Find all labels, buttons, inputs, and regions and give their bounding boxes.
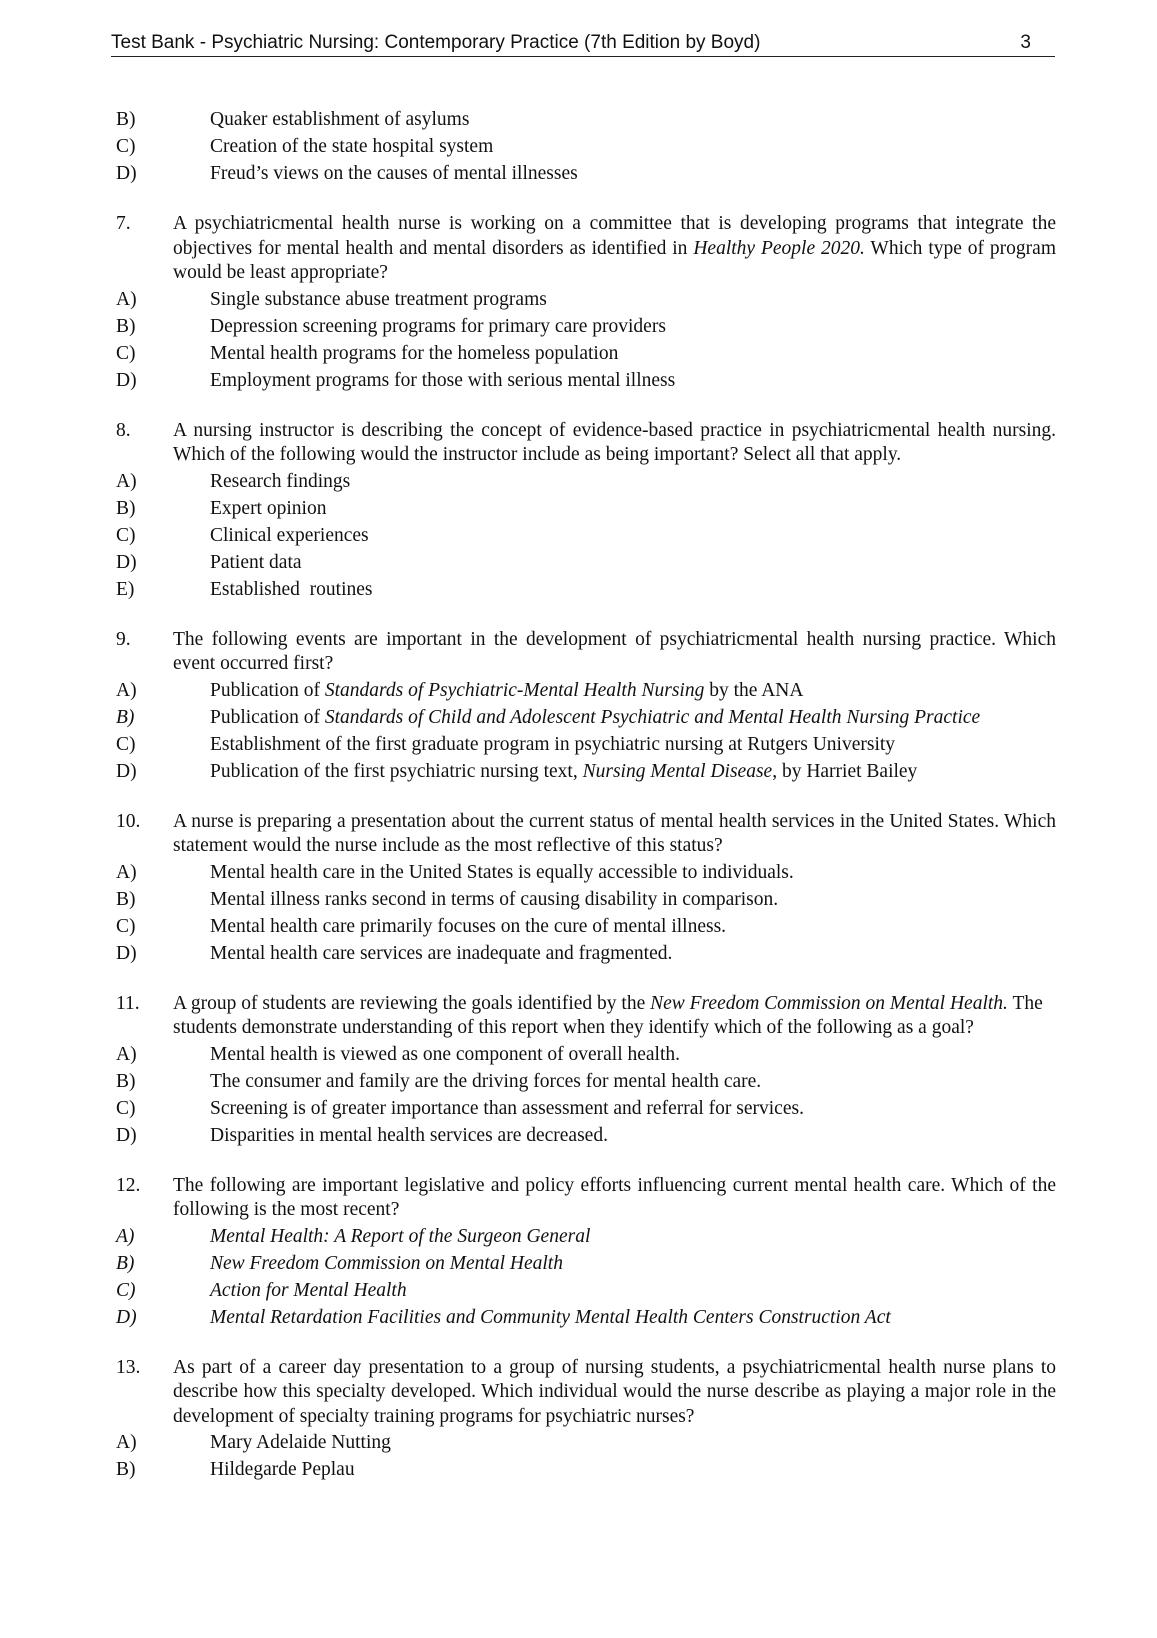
option-letter: C) — [116, 1279, 136, 1301]
option-row — [116, 286, 1056, 313]
question-stem-row — [116, 1356, 1056, 1430]
option-row — [116, 367, 1056, 394]
option-text: Mental Health: A Report of the Surgeon General — [210, 1225, 591, 1247]
option-row — [116, 677, 1056, 704]
question-11 — [116, 992, 1056, 1149]
option-text: Research findings — [210, 470, 351, 492]
option-row — [116, 133, 1056, 160]
option-text: Patient data — [210, 551, 302, 573]
option-text: Established routines — [210, 578, 373, 600]
option-text: Single substance abuse treatment programs — [210, 288, 547, 310]
option-letter: A) — [116, 679, 137, 701]
option-row — [116, 106, 1056, 133]
option-text: Creation of the state hospital system — [210, 136, 494, 157]
stem-italic-text: Healthy People 2020. — [693, 237, 865, 259]
option-text: Clinical experiences — [210, 524, 369, 546]
option-letter: D) — [116, 551, 137, 573]
option-letter: D) — [116, 1306, 137, 1328]
page-header — [111, 30, 1055, 57]
option-letter: A) — [116, 1043, 137, 1065]
option-letter: A) — [116, 288, 137, 310]
option-text: Employment programs for those with serious mental illness — [210, 369, 676, 391]
option-text: Mental illness ranks second in terms of causing disability in comparison. — [210, 888, 779, 910]
option-text-part: , by Harriet Bailey — [772, 760, 918, 782]
option-text: The consumer and family are the driving forces for mental health care. — [210, 1070, 762, 1092]
option-row — [116, 1429, 1056, 1456]
option-text — [210, 704, 1056, 731]
option-letter: D) — [116, 369, 137, 391]
option-row — [116, 758, 1056, 785]
option-text: Depression screening programs for primary care providers — [210, 315, 666, 337]
option-row — [116, 886, 1056, 913]
option-text — [210, 677, 1056, 704]
question-stem: As part of a career day presentation to a group of nursing students, a psychiatricmental health nurse plans to describe how this specialty developed. Which individual would the nurse describe as playing a major role in the development of specialty training programs for psychiatric nurses? — [173, 1356, 1056, 1427]
option-text: Expert opinion — [210, 497, 327, 519]
question-number: 11. — [116, 992, 140, 1014]
question-7 — [116, 212, 1056, 394]
option-row — [116, 913, 1056, 940]
option-letter: B) — [116, 109, 136, 130]
option-text: New Freedom Commission on Mental Health — [210, 1252, 563, 1274]
stem-text: A psychiatricmental health nurse is working on a committee that is developing programs that integrate the objectives for mental health and mental disorders as identified in — [173, 213, 1056, 259]
option-row — [116, 576, 1056, 603]
option-row — [116, 468, 1056, 495]
option-text-part: by the ANA — [704, 679, 804, 701]
option-letter: B) — [116, 497, 136, 519]
question-stem-row — [116, 992, 1056, 1041]
option-letter: C) — [116, 915, 136, 937]
option-row — [116, 1122, 1056, 1149]
option-letter: B) — [116, 706, 135, 728]
option-row — [116, 859, 1056, 886]
option-letter: D) — [116, 1124, 137, 1146]
option-text: Mental health is viewed as one component of overall health. — [210, 1043, 681, 1065]
option-row — [116, 160, 1056, 187]
option-text: Quaker establishment of asylums — [210, 109, 470, 130]
question-number: 8. — [116, 419, 131, 441]
option-text: Screening is of greater importance than assessment and referral for services. — [210, 1097, 804, 1119]
option-text-part: Publication of — [210, 679, 325, 701]
document-title: Test Bank - Psychiatric Nursing: Contemporary Practice (7th Edition by Boyd) — [111, 32, 761, 53]
option-text-part: Publication of the first psychiatric nursing text, — [210, 760, 583, 782]
option-letter: B) — [116, 315, 136, 337]
option-text: Mental health programs for the homeless population — [210, 342, 619, 364]
option-text: Hildegarde Peplau — [210, 1459, 355, 1480]
option-row — [116, 340, 1056, 367]
option-text: Mental health care services are inadequate and fragmented. — [210, 942, 673, 964]
option-text: Disparities in mental health services are decreased. — [210, 1124, 608, 1146]
question-stem-row — [116, 810, 1056, 859]
option-row — [116, 1304, 1056, 1331]
question-stem-row — [116, 212, 1056, 286]
option-letter: C) — [116, 136, 136, 157]
question-12 — [116, 1174, 1056, 1331]
question-stem-row — [116, 1174, 1056, 1223]
option-letter: B) — [116, 1070, 136, 1092]
document-body — [116, 106, 1056, 1508]
option-text: Mary Adelaide Nutting — [210, 1432, 391, 1453]
option-text — [210, 758, 1056, 785]
question-number: 7. — [116, 213, 131, 234]
question-9 — [116, 628, 1056, 785]
stem-text: Which type of program would be least appropriate? — [173, 237, 1056, 283]
option-letter: D) — [116, 163, 137, 184]
option-row — [116, 313, 1056, 340]
question-stem-row — [116, 419, 1056, 468]
option-text: Freud’s views on the causes of mental illnesses — [210, 163, 578, 184]
question-number: 12. — [116, 1174, 141, 1196]
option-text: Mental health care in the United States is equally accessible to individuals. — [210, 861, 794, 883]
page-number: 3 — [1020, 32, 1031, 53]
option-row — [116, 1095, 1056, 1122]
option-row — [116, 1250, 1056, 1277]
option-row — [116, 731, 1056, 758]
stem-italic-text: New Freedom Commission on Mental Health. — [650, 992, 1008, 1014]
option-text — [210, 731, 1056, 758]
option-letter: E) — [116, 578, 135, 600]
option-row — [116, 1456, 1056, 1483]
option-letter: C) — [116, 1097, 136, 1119]
question-number: 10. — [116, 810, 141, 832]
question-stem: The following are important legislative and policy efforts influencing current mental health care. Which of the following is the most recent? — [173, 1174, 1056, 1220]
question-stem: A nursing instructor is describing the concept of evidence-based practice in psychiatricmental health nursing. Which of the following would the instructor include as being important? Select all that apply. — [173, 419, 1056, 465]
option-italic-title: Standards of Child and Adolescent Psychiatric and Mental Health Nursing Practice — [324, 706, 981, 728]
question-stem — [173, 212, 1056, 286]
option-text: Mental Retardation Facilities and Community Mental Health Centers Construction Act — [210, 1306, 891, 1328]
question-number: 9. — [116, 628, 131, 650]
question-8 — [116, 419, 1056, 603]
question-10 — [116, 810, 1056, 967]
question-stem: A nurse is preparing a presentation about the current status of mental health services in the United States. Which statement would the nurse include as the most reflective of this status? — [173, 810, 1056, 856]
option-letter: C) — [116, 733, 136, 755]
question-stem: The following events are important in the development of psychiatricmental health nursing practice. Which event occurred first? — [173, 628, 1056, 674]
option-row — [116, 1041, 1056, 1068]
option-letter: D) — [116, 942, 137, 964]
option-text-part: Establishment of the first graduate program in psychiatric nursing at Rutgers University — [210, 733, 896, 755]
option-row — [116, 704, 1056, 731]
option-row — [116, 1068, 1056, 1095]
question-6-continued — [116, 106, 1056, 187]
option-row — [116, 1223, 1056, 1250]
option-letter: B) — [116, 1459, 136, 1480]
option-letter: B) — [116, 1252, 135, 1274]
option-letter: B) — [116, 888, 136, 910]
stem-text: A group of students are reviewing the goals identified by the — [173, 992, 651, 1014]
option-row — [116, 940, 1056, 967]
stem-text: The students demonstrate understanding of this report when they identify which of the following as a goal? — [173, 992, 1043, 1038]
option-letter: A) — [116, 1225, 135, 1247]
option-italic-title: Nursing Mental Disease — [582, 760, 773, 782]
option-text-part: Publication of — [210, 706, 325, 728]
question-stem-row — [116, 628, 1056, 677]
question-number: 13. — [116, 1356, 141, 1378]
option-italic-title: Standards of Psychiatric-Mental Health Nursing — [324, 679, 705, 701]
option-text: Mental health care primarily focuses on the cure of mental illness. — [210, 915, 727, 937]
option-text: Action for Mental Health — [210, 1279, 407, 1301]
option-letter: D) — [116, 760, 137, 782]
option-letter: A) — [116, 470, 137, 492]
option-letter: A) — [116, 1432, 137, 1453]
option-letter: A) — [116, 861, 137, 883]
question-13 — [116, 1356, 1056, 1484]
option-row — [116, 549, 1056, 576]
option-row — [116, 1277, 1056, 1304]
question-stem — [173, 992, 1056, 1041]
option-letter: C) — [116, 524, 136, 546]
option-row — [116, 522, 1056, 549]
option-row — [116, 495, 1056, 522]
option-letter: C) — [116, 342, 136, 364]
